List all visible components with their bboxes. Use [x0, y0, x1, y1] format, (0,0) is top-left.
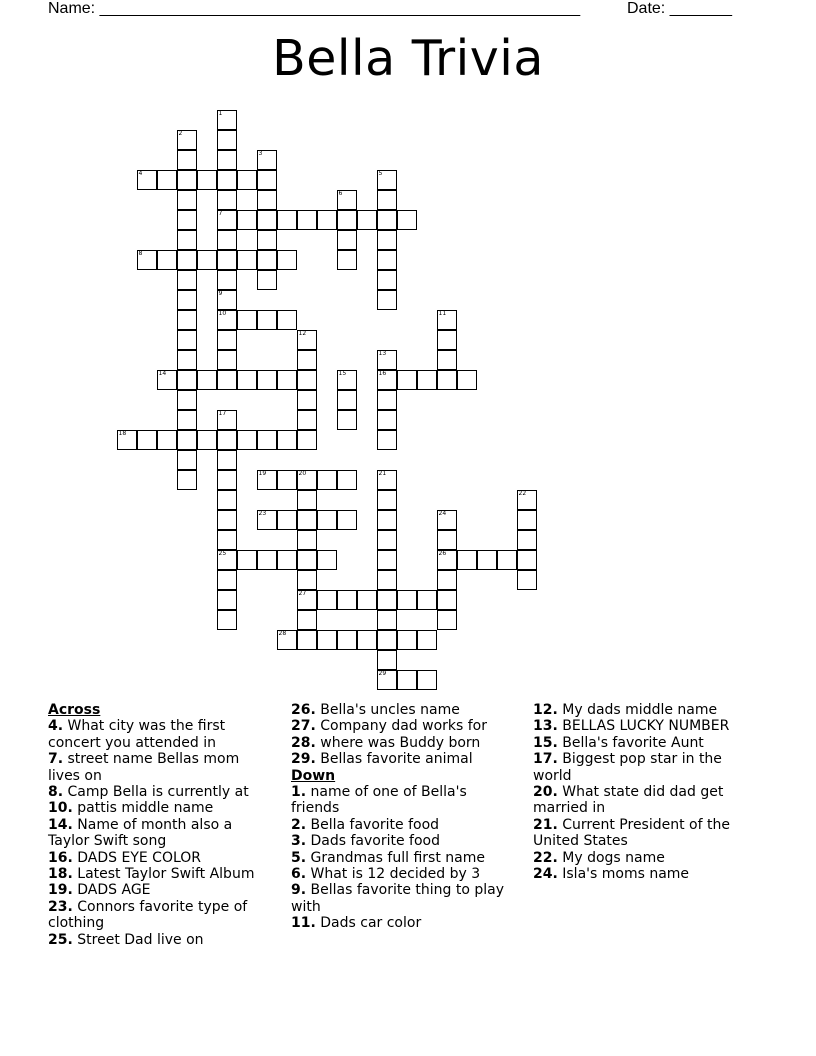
- clue-number: 20.: [533, 784, 558, 801]
- grid-cell[interactable]: [217, 310, 237, 330]
- grid-cell[interactable]: [217, 610, 237, 630]
- grid-cell[interactable]: [297, 470, 317, 490]
- clue-number: 2: [178, 129, 183, 137]
- grid-cell[interactable]: [297, 550, 317, 570]
- clue-text: Latest Taylor Swift Album: [72, 866, 255, 883]
- grid-cell[interactable]: [157, 430, 177, 450]
- clue-number: 27.: [291, 718, 316, 735]
- grid-cell[interactable]: [337, 590, 357, 610]
- grid-cell[interactable]: [217, 290, 237, 310]
- page-title: Bella Trivia: [272, 30, 544, 87]
- grid-cell[interactable]: [277, 550, 297, 570]
- grid-cell[interactable]: [397, 630, 417, 650]
- grid-cell[interactable]: [377, 250, 397, 270]
- grid-cell[interactable]: [377, 510, 397, 530]
- grid-cell[interactable]: [377, 170, 397, 190]
- clue-number: 18: [118, 429, 127, 437]
- across-clue: [291, 718, 516, 734]
- grid-cell[interactable]: [297, 490, 317, 510]
- clue-text: My dogs name: [557, 849, 665, 866]
- across-clue: [48, 784, 273, 800]
- grid-cell[interactable]: [337, 630, 357, 650]
- grid-cell[interactable]: [377, 190, 397, 210]
- grid-cell[interactable]: [377, 630, 397, 650]
- clue-number: 26: [438, 549, 447, 557]
- clue-number: 16.: [48, 849, 73, 866]
- grid-cell[interactable]: [297, 630, 317, 650]
- clue-number: 21.: [533, 816, 558, 833]
- down-clue: [291, 784, 516, 817]
- grid-cell[interactable]: [137, 430, 157, 450]
- grid-cell[interactable]: [237, 370, 257, 390]
- grid-cell[interactable]: [177, 310, 197, 330]
- down-clue: [533, 784, 763, 817]
- grid-cell[interactable]: [217, 350, 237, 370]
- clue-number: 9: [218, 289, 223, 297]
- grid-cell[interactable]: [297, 410, 317, 430]
- grid-cell[interactable]: [437, 350, 457, 370]
- across-clue: [48, 817, 273, 850]
- grid-cell[interactable]: [137, 250, 157, 270]
- grid-cell[interactable]: [317, 550, 337, 570]
- grid-cell[interactable]: [337, 470, 357, 490]
- clue-text: Isla's moms name: [557, 866, 690, 883]
- grid-cell[interactable]: [457, 370, 477, 390]
- down-clue: [291, 915, 516, 931]
- across-clue: [48, 899, 273, 932]
- grid-cell[interactable]: [337, 410, 357, 430]
- clue-number: 2.: [291, 816, 307, 833]
- grid-cell[interactable]: [437, 370, 457, 390]
- grid-cell[interactable]: [377, 610, 397, 630]
- grid-cell[interactable]: [297, 430, 317, 450]
- grid-cell[interactable]: [477, 550, 497, 570]
- clue-number: 4.: [48, 718, 64, 735]
- clue-number: 10: [218, 309, 227, 317]
- grid-cell[interactable]: [517, 570, 537, 590]
- down-clue: [533, 866, 763, 882]
- grid-cell[interactable]: [277, 310, 297, 330]
- clue-number: 1.: [291, 784, 307, 801]
- grid-cell[interactable]: [177, 350, 197, 370]
- grid-cell[interactable]: [257, 310, 277, 330]
- clue-number: 9.: [291, 882, 307, 899]
- grid-cell[interactable]: [217, 230, 237, 250]
- grid-cell[interactable]: [217, 110, 237, 130]
- clue-number: 17.: [533, 751, 558, 768]
- clue-number: 16: [378, 369, 387, 377]
- grid-cell[interactable]: [217, 190, 237, 210]
- grid-cell[interactable]: [397, 370, 417, 390]
- grid-cell[interactable]: [217, 550, 237, 570]
- down-clue: [533, 817, 763, 850]
- clue-text: Current President of the United States: [533, 816, 730, 850]
- grid-cell[interactable]: [437, 510, 457, 530]
- grid-cell[interactable]: [137, 170, 157, 190]
- grid-cell[interactable]: [237, 250, 257, 270]
- clue-text: Bella favorite food: [306, 816, 440, 833]
- grid-cell[interactable]: [377, 470, 397, 490]
- clue-text: street name Bellas mom lives on: [48, 751, 240, 784]
- clue-text: Dads favorite food: [306, 833, 441, 850]
- clue-text: Street Dad live on: [72, 931, 204, 948]
- clue-number: 26.: [291, 702, 316, 718]
- across-clue: [48, 866, 273, 882]
- grid-cell[interactable]: [217, 330, 237, 350]
- grid-cell[interactable]: [377, 290, 397, 310]
- grid-cell[interactable]: [297, 210, 317, 230]
- down-clue: [291, 866, 516, 882]
- grid-cell[interactable]: [417, 370, 437, 390]
- clue-number: 22: [518, 489, 527, 497]
- grid-cell[interactable]: [377, 570, 397, 590]
- grid-cell[interactable]: [157, 170, 177, 190]
- clue-text: BELLAS LUCKY NUMBER: [557, 718, 730, 735]
- clue-number: 4: [138, 169, 143, 177]
- grid-cell[interactable]: [317, 470, 337, 490]
- grid-cell[interactable]: [217, 510, 237, 530]
- clue-text: Biggest pop star in the world: [533, 751, 722, 784]
- grid-cell[interactable]: [377, 590, 397, 610]
- clue-number: 3: [258, 149, 263, 157]
- grid-cell[interactable]: [297, 350, 317, 370]
- clue-text: Camp Bella is currently at: [63, 784, 249, 801]
- clue-number: 10.: [48, 800, 73, 817]
- clue-text: name of one of Bella's friends: [291, 784, 467, 817]
- grid-cell[interactable]: [497, 550, 517, 570]
- date-label: Date: _______: [627, 0, 732, 17]
- grid-cell[interactable]: [317, 510, 337, 530]
- across-clue: [48, 932, 273, 948]
- clue-text: Bellas favorite thing to play with: [291, 882, 504, 915]
- clue-number: 5.: [291, 849, 307, 866]
- clue-number: 13: [378, 349, 387, 357]
- across-clue: [291, 702, 516, 718]
- across-clue: [48, 800, 273, 816]
- down-clue: [291, 850, 516, 866]
- clue-number: 6: [338, 189, 343, 197]
- grid-cell[interactable]: [397, 670, 417, 690]
- clue-text: Dads car color: [315, 915, 422, 932]
- grid-cell[interactable]: [157, 370, 177, 390]
- grid-cell[interactable]: [217, 170, 237, 190]
- grid-cell[interactable]: [277, 210, 297, 230]
- clue-number: 25: [218, 549, 227, 557]
- grid-cell[interactable]: [297, 370, 317, 390]
- grid-cell[interactable]: [197, 370, 217, 390]
- clue-number: 15.: [533, 734, 558, 751]
- clue-number: 7.: [48, 751, 64, 768]
- grid-cell[interactable]: [177, 250, 197, 270]
- across-clue: [48, 850, 273, 866]
- grid-cell[interactable]: [217, 570, 237, 590]
- grid-cell[interactable]: [177, 130, 197, 150]
- clue-number: 22.: [533, 849, 558, 866]
- clue-text: Bella's uncles name: [315, 702, 460, 718]
- grid-cell[interactable]: [297, 390, 317, 410]
- grid-cell[interactable]: [157, 250, 177, 270]
- grid-cell[interactable]: [177, 170, 197, 190]
- clue-number: 19: [258, 469, 267, 477]
- grid-cell[interactable]: [237, 210, 257, 230]
- grid-cell[interactable]: [217, 530, 237, 550]
- grid-cell[interactable]: [237, 550, 257, 570]
- grid-cell[interactable]: [337, 250, 357, 270]
- grid-cell[interactable]: [297, 610, 317, 630]
- grid-cell[interactable]: [217, 370, 237, 390]
- grid-cell[interactable]: [177, 470, 197, 490]
- grid-cell[interactable]: [317, 590, 337, 610]
- clue-number: 7: [218, 209, 223, 217]
- clue-text: Connors favorite type of clothing: [48, 898, 248, 932]
- clue-number: 28.: [291, 734, 316, 751]
- across-clue: [48, 718, 273, 751]
- clue-number: 23.: [48, 898, 73, 915]
- grid-cell[interactable]: [177, 370, 197, 390]
- grid-cell[interactable]: [177, 290, 197, 310]
- grid-cell[interactable]: [217, 450, 237, 470]
- clue-number: 1: [218, 109, 223, 117]
- clue-text: Bellas favorite animal: [315, 751, 473, 768]
- grid-cell[interactable]: [217, 210, 237, 230]
- clue-text: Bella's favorite Aunt: [557, 734, 704, 751]
- grid-cell[interactable]: [437, 610, 457, 630]
- grid-cell[interactable]: [357, 210, 377, 230]
- grid-cell[interactable]: [257, 370, 277, 390]
- grid-cell[interactable]: [377, 430, 397, 450]
- grid-cell[interactable]: [197, 170, 217, 190]
- grid-cell[interactable]: [337, 190, 357, 210]
- grid-cell[interactable]: [397, 210, 417, 230]
- grid-cell[interactable]: [377, 550, 397, 570]
- down-clue: [533, 850, 763, 866]
- down-clue: [533, 735, 763, 751]
- grid-cell[interactable]: [277, 250, 297, 270]
- grid-cell[interactable]: [277, 430, 297, 450]
- grid-cell[interactable]: [217, 430, 237, 450]
- clue-text: Grandmas full first name: [306, 849, 485, 866]
- grid-cell[interactable]: [437, 330, 457, 350]
- grid-cell[interactable]: [377, 530, 397, 550]
- grid-cell[interactable]: [257, 550, 277, 570]
- grid-cell[interactable]: [517, 530, 537, 550]
- grid-cell[interactable]: [257, 510, 277, 530]
- clue-text: pattis middle name: [72, 800, 214, 817]
- grid-cell[interactable]: [197, 250, 217, 270]
- grid-cell[interactable]: [517, 490, 537, 510]
- grid-cell[interactable]: [257, 150, 277, 170]
- grid-cell[interactable]: [117, 430, 137, 450]
- grid-cell[interactable]: [377, 390, 397, 410]
- grid-cell[interactable]: [297, 530, 317, 550]
- clue-number: 19.: [48, 882, 73, 899]
- across-heading: Across: [48, 702, 101, 718]
- clue-number: 5: [378, 169, 383, 177]
- grid-cell[interactable]: [177, 450, 197, 470]
- grid-cell[interactable]: [457, 550, 477, 570]
- down-clue: [291, 817, 516, 833]
- clue-number: 23: [258, 509, 267, 517]
- clue-text: DADS EYE COLOR: [72, 849, 202, 866]
- clue-number: 18.: [48, 866, 73, 883]
- grid-cell[interactable]: [277, 630, 297, 650]
- grid-cell[interactable]: [257, 190, 277, 210]
- clue-number: 14.: [48, 816, 73, 833]
- grid-cell[interactable]: [217, 130, 237, 150]
- across-clue: [291, 735, 516, 751]
- grid-cell[interactable]: [257, 250, 277, 270]
- clue-number: 17: [218, 409, 227, 417]
- clue-number: 29.: [291, 751, 316, 768]
- clue-number: 11.: [291, 915, 316, 932]
- down-clue: [533, 751, 763, 784]
- clue-number: 24.: [533, 866, 558, 883]
- grid-cell[interactable]: [277, 370, 297, 390]
- grid-cell[interactable]: [357, 590, 377, 610]
- grid-cell[interactable]: [297, 570, 317, 590]
- grid-cell[interactable]: [377, 410, 397, 430]
- grid-cell[interactable]: [177, 430, 197, 450]
- name-label: Name: ______________________________________________________: [48, 0, 581, 17]
- grid-cell[interactable]: [257, 470, 277, 490]
- clue-number: 14: [158, 369, 167, 377]
- grid-cell[interactable]: [217, 250, 237, 270]
- clue-number: 8.: [48, 784, 64, 801]
- grid-cell[interactable]: [397, 590, 417, 610]
- grid-cell[interactable]: [377, 270, 397, 290]
- grid-cell[interactable]: [377, 650, 397, 670]
- grid-cell[interactable]: [297, 330, 317, 350]
- grid-cell[interactable]: [437, 310, 457, 330]
- clue-text: What is 12 decided by 3: [306, 866, 481, 883]
- grid-cell[interactable]: [217, 490, 237, 510]
- grid-cell[interactable]: [177, 150, 197, 170]
- grid-cell[interactable]: [217, 410, 237, 430]
- grid-cell[interactable]: [377, 350, 397, 370]
- across-clue: [48, 751, 273, 784]
- grid-cell[interactable]: [417, 670, 437, 690]
- grid-cell[interactable]: [237, 310, 257, 330]
- grid-cell[interactable]: [337, 230, 357, 250]
- clue-number: 24: [438, 509, 447, 517]
- grid-cell[interactable]: [357, 630, 377, 650]
- clue-number: 6.: [291, 866, 307, 883]
- clues-column-3: [533, 702, 763, 882]
- grid-cell[interactable]: [177, 230, 197, 250]
- clue-number: 21: [378, 469, 387, 477]
- clue-number: 13.: [533, 718, 558, 735]
- grid-cell[interactable]: [257, 430, 277, 450]
- grid-cell[interactable]: [417, 590, 437, 610]
- grid-cell[interactable]: [277, 470, 297, 490]
- clue-text: What state did dad get married in: [533, 784, 724, 817]
- clue-number: 29: [378, 669, 387, 677]
- grid-cell[interactable]: [217, 470, 237, 490]
- grid-cell[interactable]: [377, 370, 397, 390]
- down-clue: [291, 882, 516, 915]
- grid-cell[interactable]: [257, 230, 277, 250]
- grid-cell[interactable]: [257, 170, 277, 190]
- grid-cell[interactable]: [337, 210, 357, 230]
- down-heading: Down: [291, 767, 336, 784]
- clue-number: 12.: [533, 702, 558, 718]
- clue-text: My dads middle name: [557, 702, 718, 718]
- grid-cell[interactable]: [177, 190, 197, 210]
- clue-number: 3.: [291, 833, 307, 850]
- clue-number: 8: [138, 249, 143, 257]
- across-clue: [291, 751, 516, 767]
- grid-cell[interactable]: [177, 330, 197, 350]
- clue-number: 12: [298, 329, 307, 337]
- grid-cell[interactable]: [377, 490, 397, 510]
- clues-column-2: [291, 702, 516, 932]
- clue-number: 27: [298, 589, 307, 597]
- clue-number: 20: [298, 469, 307, 477]
- clue-number: 11: [438, 309, 447, 317]
- grid-cell[interactable]: [337, 510, 357, 530]
- grid-cell[interactable]: [517, 510, 537, 530]
- grid-cell[interactable]: [177, 270, 197, 290]
- grid-cell[interactable]: [177, 410, 197, 430]
- grid-cell[interactable]: [517, 550, 537, 570]
- grid-cell[interactable]: [237, 170, 257, 190]
- grid-cell[interactable]: [337, 370, 357, 390]
- grid-cell[interactable]: [257, 210, 277, 230]
- down-clue: [533, 718, 763, 734]
- clue-text: Name of month also a Taylor Swift song: [48, 816, 233, 850]
- clue-text: DADS AGE: [72, 882, 151, 899]
- grid-cell[interactable]: [337, 390, 357, 410]
- grid-cell[interactable]: [317, 630, 337, 650]
- grid-cell[interactable]: [217, 150, 237, 170]
- grid-cell[interactable]: [237, 430, 257, 450]
- grid-cell[interactable]: [297, 510, 317, 530]
- clues-column-1: [48, 702, 273, 948]
- grid-cell[interactable]: [197, 430, 217, 450]
- grid-cell[interactable]: [417, 630, 437, 650]
- grid-cell[interactable]: [377, 230, 397, 250]
- grid-cell[interactable]: [217, 270, 237, 290]
- clue-text: where was Buddy born: [315, 734, 481, 751]
- grid-cell[interactable]: [317, 210, 337, 230]
- grid-cell[interactable]: [437, 550, 457, 570]
- grid-cell[interactable]: [437, 530, 457, 550]
- down-clue: [291, 833, 516, 849]
- across-clue: [48, 882, 273, 898]
- grid-cell[interactable]: [217, 590, 237, 610]
- grid-cell[interactable]: [377, 670, 397, 690]
- grid-cell[interactable]: [177, 390, 197, 410]
- clue-number: 25.: [48, 931, 73, 948]
- grid-cell[interactable]: [377, 210, 397, 230]
- grid-cell[interactable]: [257, 270, 277, 290]
- down-clue: [533, 702, 763, 718]
- clue-text: What city was the first concert you attended in: [48, 718, 226, 751]
- clue-number: 15: [338, 369, 347, 377]
- clue-number: 28: [278, 629, 287, 637]
- grid-cell[interactable]: [437, 570, 457, 590]
- grid-cell[interactable]: [177, 210, 197, 230]
- grid-cell[interactable]: [437, 590, 457, 610]
- clue-text: Company dad works for: [315, 718, 487, 735]
- grid-cell[interactable]: [297, 590, 317, 610]
- grid-cell[interactable]: [277, 510, 297, 530]
